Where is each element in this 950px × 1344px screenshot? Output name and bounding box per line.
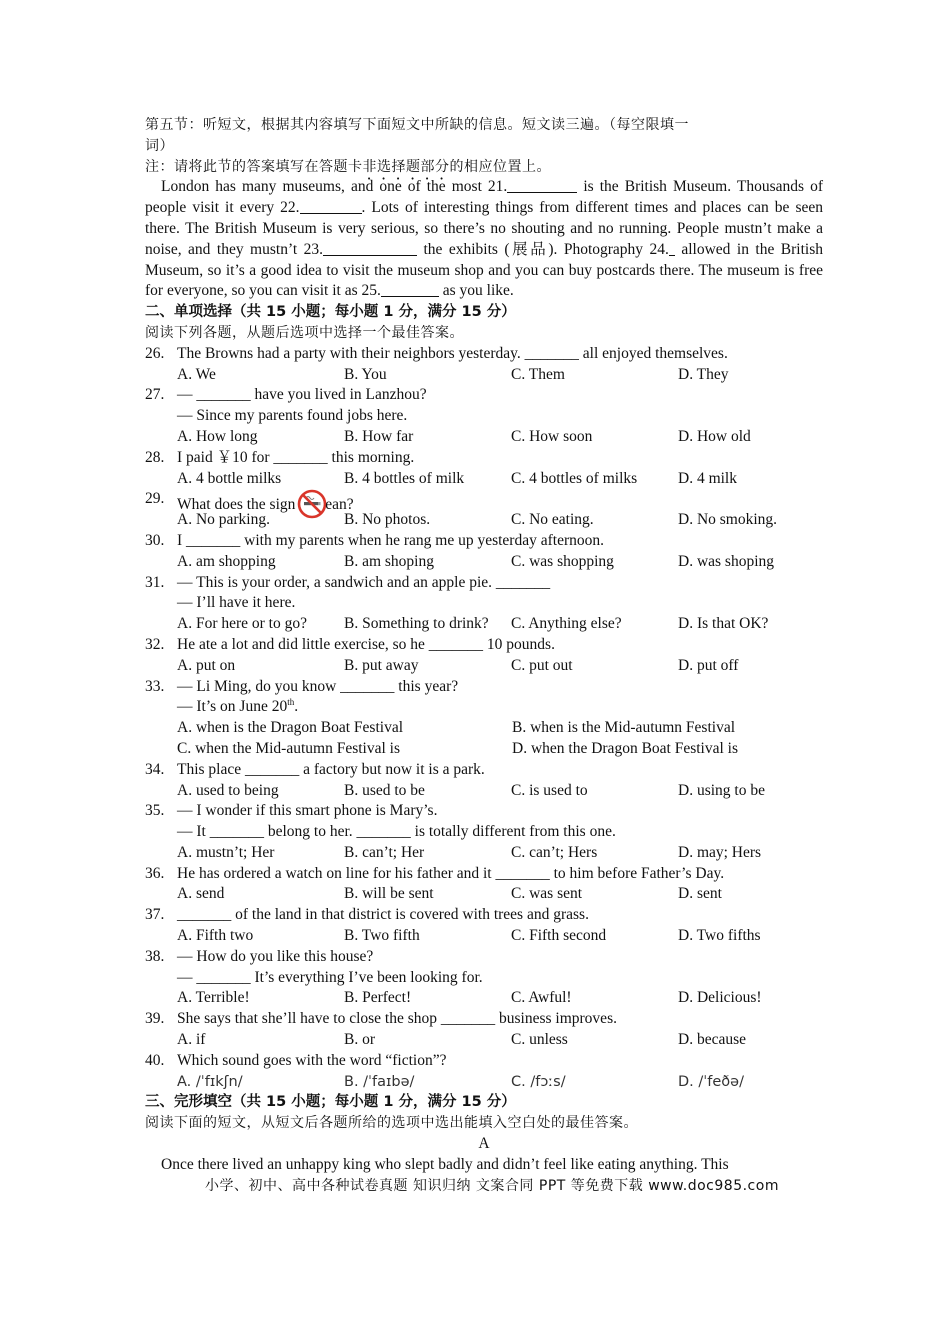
option-b[interactable]: B. You: [344, 365, 387, 383]
section5-title-line1: 第五节：听短文，根据其内容填写下面短文中所缺的信息。短文读三遍。（每空限填一: [145, 117, 689, 133]
option-row: [145, 510, 823, 531]
blank-23[interactable]: [323, 241, 417, 256]
question-number: 31.: [145, 573, 165, 591]
option-d[interactable]: D. when the Dragon Boat Festival is: [512, 739, 739, 757]
section5-title-line2: 词）: [145, 137, 174, 154]
question-39: [145, 1009, 823, 1030]
option-row: [145, 1072, 823, 1093]
option-row: [145, 365, 823, 386]
option-b[interactable]: B. put away: [344, 656, 419, 674]
question-34: [145, 760, 823, 781]
option-c[interactable]: C. Fifth second: [511, 927, 607, 945]
option-c[interactable]: C. Anything else?: [511, 615, 622, 633]
option-a[interactable]: A. when is the Dragon Boat Festival: [177, 719, 404, 737]
question-36: [145, 864, 823, 885]
question-line: [145, 406, 823, 427]
option-c[interactable]: C. when the Mid-autumn Festival is: [177, 739, 401, 757]
option-d[interactable]: D. Is that OK?: [678, 615, 769, 633]
option-row: [145, 614, 823, 635]
section3-title: 三、完形填空（共 15 小题；每小题 1 分，满分 15 分）: [145, 1094, 516, 1111]
blank-25[interactable]: [381, 282, 439, 297]
question-35: [145, 801, 823, 822]
option-row: [145, 843, 823, 864]
option-c[interactable]: C. How soon: [511, 427, 593, 445]
option-a[interactable]: A. 4 bottle milks: [177, 469, 282, 487]
option-d[interactable]: D. sent: [678, 885, 722, 903]
option-c[interactable]: C. was sent: [511, 885, 583, 903]
option-b[interactable]: B. Two fifth: [344, 927, 420, 945]
option-b[interactable]: B. /ˈfaɪbə/: [344, 1073, 415, 1090]
question-stem: He has ordered a watch on line for his father and it _______ to him before Father’s Day.: [177, 864, 725, 882]
question-31: [145, 573, 823, 594]
option-a[interactable]: A. used to being: [177, 781, 279, 799]
question-number: 36.: [145, 864, 165, 882]
option-b[interactable]: B. can’t; Her: [344, 843, 425, 861]
option-a[interactable]: A. Fifth two: [177, 927, 254, 945]
question-line: [145, 968, 823, 989]
option-a[interactable]: A. send: [177, 885, 225, 903]
option-d[interactable]: D. Two fifths: [678, 927, 761, 945]
option-b[interactable]: B. when is the Mid-autumn Festival: [512, 719, 736, 737]
question-number: 37.: [145, 906, 165, 924]
option-row: [145, 781, 823, 802]
option-d[interactable]: D. /ˈfeðə/: [678, 1073, 744, 1090]
option-a[interactable]: A. am shopping: [177, 552, 276, 570]
ordinal-suffix: th: [287, 697, 295, 708]
option-c[interactable]: C. /fɔːs/: [511, 1073, 566, 1090]
option-d[interactable]: D. put off: [678, 656, 739, 674]
question-list: [145, 344, 823, 1093]
question-30: [145, 531, 823, 552]
question-number: 38.: [145, 947, 165, 965]
question-number: 32.: [145, 635, 165, 653]
option-c[interactable]: C. unless: [511, 1031, 568, 1049]
option-a[interactable]: A. /ˈfɪkʃn/: [177, 1073, 243, 1090]
question-line: [145, 697, 823, 718]
option-row: [145, 718, 823, 739]
part-label: A: [478, 1135, 490, 1153]
option-c[interactable]: C. Awful!: [511, 989, 572, 1007]
option-b[interactable]: B. 4 bottles of milk: [344, 469, 465, 487]
question-number: [145, 593, 177, 614]
blank-21[interactable]: [507, 178, 577, 193]
question-27: [145, 385, 823, 406]
section2-instruction: 阅读下列各题，从题后选项中选择一个最佳答案。: [145, 324, 464, 341]
option-c[interactable]: C. 4 bottles of milks: [511, 469, 638, 487]
option-d[interactable]: D. may; Hers: [678, 843, 762, 861]
question-stem: — Li Ming, do you know _______ this year?: [177, 677, 459, 695]
question-number: 27.: [145, 386, 165, 404]
page-footer: 小学、初中、高中各种试卷真题 知识归纳 文案合同 PPT 等免费下载 www.doc985.com: [205, 1177, 779, 1194]
question-line: [145, 822, 823, 843]
option-a[interactable]: A. How long: [177, 427, 258, 445]
reply-text: — It’s on June 20: [177, 698, 288, 716]
option-a[interactable]: A. No parking.: [177, 511, 270, 529]
question-stem: I paid ￥10 for _______ this morning.: [177, 448, 415, 466]
question-number: [145, 822, 177, 843]
section2-title: 二、单项选择（共 15 小题；每小题 1 分，满分 15 分）: [145, 304, 516, 321]
question-26: [145, 344, 823, 365]
question-number: 26.: [145, 344, 165, 362]
option-d[interactable]: D. was shoping: [678, 552, 775, 570]
section3-instruction: 阅读下面的短文，从短文后各题所给的选项中选出能填入空白处的最佳答案。: [145, 1115, 638, 1132]
option-row: [145, 427, 823, 448]
option-a[interactable]: A. if: [177, 1031, 206, 1049]
question-29: [145, 489, 823, 514]
option-b[interactable]: B. will be sent: [344, 885, 434, 903]
option-d[interactable]: D. using to be: [678, 781, 765, 799]
option-b[interactable]: B. Something to drink?: [344, 615, 489, 633]
note-emphasis: 非选择题部分: [362, 158, 450, 175]
option-a[interactable]: A. put on: [177, 656, 236, 674]
option-row: [145, 552, 823, 573]
question-stem: He ate a lot and did little exercise, so he _______ 10 pounds.: [177, 635, 555, 653]
question-number: 28.: [145, 448, 165, 466]
option-c[interactable]: C. was shopping: [511, 552, 614, 570]
option-c[interactable]: C. put out: [511, 656, 573, 674]
option-b[interactable]: B. am shoping: [344, 552, 434, 570]
question-stem: [177, 697, 823, 718]
option-a[interactable]: A. Terrible!: [177, 989, 250, 1007]
option-a[interactable]: A. For here or to go?: [177, 615, 307, 633]
option-d[interactable]: D. because: [678, 1031, 746, 1049]
question-number: [145, 697, 177, 718]
option-d[interactable]: D. 4 milk: [678, 469, 737, 487]
option-d[interactable]: D. No smoking.: [678, 511, 778, 529]
question-stem: — _______ It’s everything I’ve been looking for.: [177, 968, 483, 986]
option-row: [145, 656, 823, 677]
option-c[interactable]: C. Them: [511, 365, 565, 383]
question-number: 39.: [145, 1010, 165, 1028]
section5-note: 注：请将此节的答案填写在答题卡非选择题部分的相应位置上。: [145, 158, 551, 175]
option-a[interactable]: A. mustn’t; Her: [177, 843, 275, 861]
option-row: [145, 469, 823, 490]
option-row: [145, 739, 823, 760]
question-stem: — It _______ belong to her. _______ is totally different from this one.: [177, 823, 616, 841]
option-row: [145, 884, 823, 905]
question-stem: — How do you like this house?: [177, 947, 374, 965]
question-stem: _______ of the land in that district is covered with trees and grass.: [177, 906, 589, 924]
reply-text: .: [294, 698, 299, 716]
stem-text: ean?: [325, 496, 354, 514]
question-stem: — This is your order, a sandwich and an apple pie. _______: [177, 573, 551, 591]
question-number: [145, 406, 177, 427]
question-stem: [177, 489, 823, 514]
option-d[interactable]: D. Delicious!: [678, 989, 762, 1007]
question-stem: Which sound goes with the word “fiction”?: [177, 1051, 447, 1069]
stem-text: What does the sign: [177, 496, 300, 514]
question-number: 40.: [145, 1051, 165, 1069]
exam-page: [145, 115, 823, 1198]
listening-passage: London has many museums, and one of the most 21. is the British Museum. Thousands of people visit it every 22. . Lots of interesting things from different times and places can be seen there. The British Museum is very serious, so there’s no shouting and no running. People mustn’t make a noise, and they mustn’t 23. the exhibits (展品). Photography 24. allowed in the British Museum, so it’s a good idea to visit the museum shop and you can buy postcards there. The museum is free for everyone, so you can visit it as 25. as you like.: [145, 178, 824, 300]
option-b[interactable]: B. or: [344, 1031, 375, 1049]
option-row: [145, 988, 823, 1009]
question-stem: She says that she’ll have to close the shop _______ business improves.: [177, 1010, 617, 1028]
question-number: 29.: [145, 490, 165, 508]
question-stem: — _______ have you lived in Lanzhou?: [177, 386, 427, 404]
option-c[interactable]: C. can’t; Hers: [511, 843, 598, 861]
question-number: 34.: [145, 760, 165, 778]
option-b[interactable]: B. No photos.: [344, 511, 431, 529]
question-number: 30.: [145, 531, 165, 549]
question-38: [145, 947, 823, 968]
question-stem: I _______ with my parents when he rang me up yesterday afternoon.: [177, 531, 604, 549]
option-b[interactable]: B. used to be: [344, 781, 425, 799]
option-c[interactable]: C. is used to: [511, 781, 588, 799]
option-a[interactable]: A. We: [177, 365, 216, 383]
question-number: 35.: [145, 802, 165, 820]
question-stem: — I’ll have it here.: [177, 594, 296, 612]
option-row: [145, 926, 823, 947]
cloze-first-line: Once there lived an unhappy king who slept badly and didn’t feel like eating anything. This: [161, 1155, 729, 1173]
question-33: [145, 677, 823, 698]
question-stem: — Since my parents found jobs here.: [177, 407, 408, 425]
question-number: [145, 968, 177, 989]
question-32: [145, 635, 823, 656]
question-37: [145, 905, 823, 926]
option-d[interactable]: D. They: [678, 365, 729, 383]
question-stem: — I wonder if this smart phone is Mary’s.: [177, 802, 438, 820]
option-b[interactable]: B. How far: [344, 427, 414, 445]
blank-22[interactable]: [300, 199, 362, 214]
question-line: [145, 593, 823, 614]
option-d[interactable]: D. How old: [678, 427, 751, 445]
question-number: 33.: [145, 677, 165, 695]
question-28: [145, 448, 823, 469]
option-c[interactable]: C. No eating.: [511, 511, 594, 529]
option-b[interactable]: B. Perfect!: [344, 989, 412, 1007]
question-stem: This place _______ a factory but now it is a park.: [177, 760, 485, 778]
question-stem: The Browns had a party with their neighbors yesterday. _______ all enjoyed themselves.: [177, 344, 728, 362]
option-row: [145, 1030, 823, 1051]
question-40: [145, 1051, 823, 1072]
